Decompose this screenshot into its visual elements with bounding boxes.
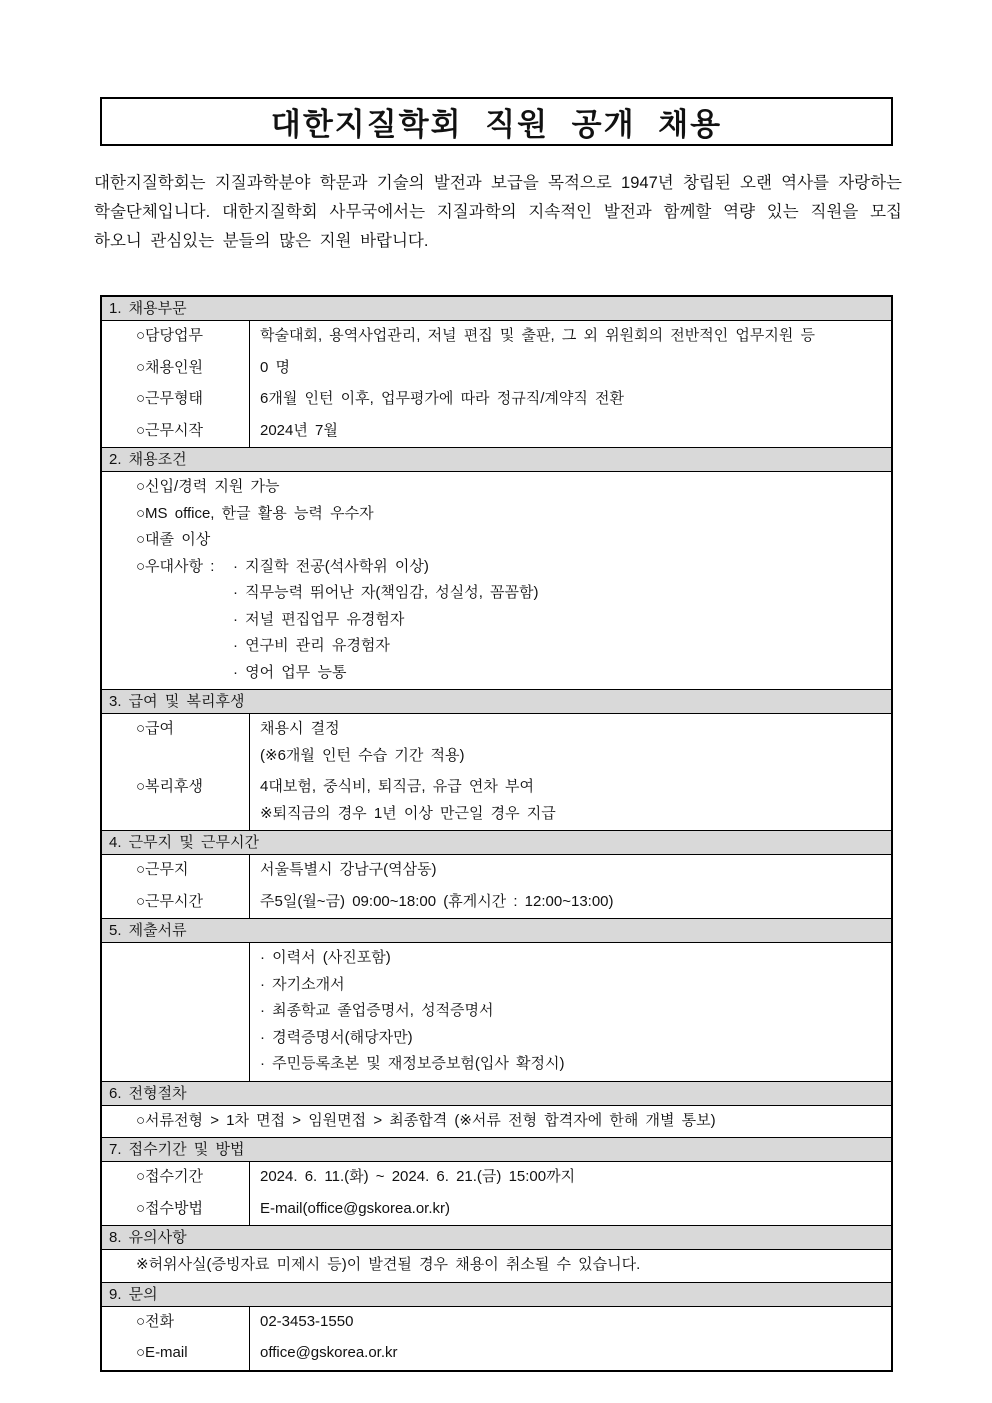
row-value-line: · 최종학교 졸업증명서, 성적증명서 (260, 1002, 494, 1019)
row-value (250, 1194, 891, 1226)
section-content-contact (102, 1307, 891, 1370)
section-content-documents (102, 943, 891, 1081)
row-value-line: 02-3453-1550 (260, 1312, 354, 1330)
row-label-text: ○근무형태 (136, 390, 204, 407)
section-content-process (102, 1106, 891, 1138)
row-label-text: ○근무지 (136, 861, 189, 878)
row-value (250, 1307, 891, 1339)
row-value (250, 887, 891, 919)
row-value-line: (※6개월 인턴 수습 기간 적용) (260, 746, 465, 764)
row-value (250, 416, 891, 448)
row-label (102, 1307, 250, 1339)
row-value-line: 2024년 7월 (260, 421, 338, 439)
row-value (250, 714, 891, 772)
row-value-line: · 이력서 (사진포함) (260, 949, 391, 966)
section-content-recruit-field (102, 321, 891, 447)
intro-line: 학술단체입니다. 대한지질학회 사무국에서는 지질과학의 지속적인 발전과 함께할 역량 있는 직원을 모집 (94, 203, 902, 221)
page-title: 대한지질학회 직원 공개 채용 (270, 107, 723, 142)
section-content-salary-benefits (102, 714, 891, 830)
section-header-recruit-field: 1. 채용부문 (102, 297, 891, 321)
row-value (250, 353, 891, 385)
intro-line: 대한지질학회는 지질과학분야 학문과 기술의 발전과 보급을 목적으로 1947년 창립된 오랜 역사를 자랑하는 (94, 174, 902, 192)
row-value (250, 943, 891, 1081)
row-label (102, 855, 250, 887)
row-value-line: ※퇴직금의 경우 1년 이상 만근일 경우 지급 (260, 804, 556, 822)
row-value-line: 주5일(월~금) 09:00~18:00 (휴게시간 : 12:00~13:00) (260, 892, 614, 910)
row-label-text: ○채용인원 (136, 358, 204, 376)
section-content-notes (102, 1250, 891, 1282)
section-header-notes: 8. 유의사항 (102, 1225, 891, 1250)
row-label (102, 1162, 250, 1194)
content-line-text: · 지질학 전공(석사학위 이상) (233, 557, 429, 575)
row-value-line: · 주민등록초본 및 재정보증보험(입사 확정시) (260, 1055, 565, 1072)
row-value-line: 4대보험, 중식비, 퇴직금, 유급 연차 부여 (260, 778, 535, 795)
content-line: · 연구비 관리 유경험자 (233, 637, 390, 654)
row-label (102, 714, 250, 772)
row-label-text: ○접수방법 (136, 1199, 204, 1217)
row-label-text: ○급여 (136, 720, 175, 737)
row-label (102, 772, 250, 830)
row-value-line: · 경력증명서(해당자만) (260, 1028, 413, 1046)
section-header-salary-benefits: 3. 급여 및 복리후생 (102, 689, 891, 714)
row-label (102, 353, 250, 385)
row-value (250, 772, 891, 830)
section-header-contact: 9. 문의 (102, 1282, 891, 1307)
row-value (250, 855, 891, 887)
content-line: ○신입/경력 지원 가능 (136, 478, 280, 495)
content-line: · 저널 편집업무 유경험자 (233, 610, 405, 628)
section-content-application (102, 1162, 891, 1225)
section-header-application: 7. 접수기간 및 방법 (102, 1137, 891, 1162)
row-label-text: ○E-mail (136, 1344, 188, 1361)
row-value-line: 서울특별시 강남구(역삼동) (260, 861, 437, 878)
row-label-text: ○복리후생 (136, 778, 204, 795)
row-label (102, 1338, 250, 1370)
row-label (102, 887, 250, 919)
row-label-text: ○근무시작 (136, 421, 204, 439)
row-label-text: ○근무시간 (136, 892, 204, 910)
row-value (250, 1338, 891, 1370)
content-line: ※허위사실(증빙자료 미제시 등)이 발견될 경우 채용이 취소될 수 있습니다. (136, 1256, 641, 1273)
row-value-line: E-mail(office@gskorea.or.kr) (260, 1199, 451, 1217)
row-value-line: · 자기소개서 (260, 975, 345, 993)
row-value-line: office@gskorea.or.kr (260, 1344, 398, 1361)
row-value-line: 학술대회, 용역사업관리, 저널 편집 및 출판, 그 외 위원회의 전반적인 업무지원 등 (260, 327, 816, 344)
row-value-line: 0 명 (260, 358, 290, 376)
row-label (102, 321, 250, 353)
row-label (102, 943, 250, 1081)
row-label-text: ○담당업무 (136, 327, 204, 344)
row-value-line: 6개월 인턴 이후, 업무평가에 따라 정규직/계약직 전환 (260, 390, 624, 407)
intro-line: 하오니 관심있는 분들의 많은 지원 바랍니다. (94, 232, 429, 250)
row-value (250, 384, 891, 416)
row-value-line: 채용시 결정 (260, 720, 340, 737)
section-content-requirements (102, 472, 891, 689)
row-label (102, 384, 250, 416)
section-content-workplace-hours (102, 855, 891, 918)
section-header-process: 6. 전형절차 (102, 1081, 891, 1106)
row-label-text: ○전화 (136, 1312, 175, 1330)
section-header-documents: 5. 제출서류 (102, 918, 891, 943)
content-line: ○MS office, 한글 활용 능력 우수자 (136, 504, 374, 522)
content-line: ○서류전형 > 1차 면접 > 임원면접 > 최종합격 (※서류 전형 합격자에 한해 개별 통보) (136, 1111, 716, 1129)
section-header-requirements: 2. 채용조건 (102, 447, 891, 472)
recruitment-table (100, 295, 893, 1372)
prefix-label: ○우대사항 : (136, 557, 215, 575)
row-value (250, 321, 891, 353)
intro-paragraph (94, 169, 902, 256)
content-line: · 영어 업무 능통 (233, 663, 347, 681)
content-line: · 직무능력 뛰어난 자(책임감, 성실성, 꼼꼼함) (233, 584, 539, 601)
row-value (250, 1162, 891, 1194)
row-value-line: 2024. 6. 11.(화) ~ 2024. 6. 21.(금) 15:00까지 (260, 1168, 576, 1185)
content-line (102, 554, 891, 581)
row-label-text: ○접수기간 (136, 1168, 204, 1185)
row-label (102, 1194, 250, 1226)
row-label (102, 416, 250, 448)
section-header-workplace-hours: 4. 근무지 및 근무시간 (102, 830, 891, 855)
content-line: ○대졸 이상 (136, 531, 211, 548)
title-box (100, 97, 893, 146)
